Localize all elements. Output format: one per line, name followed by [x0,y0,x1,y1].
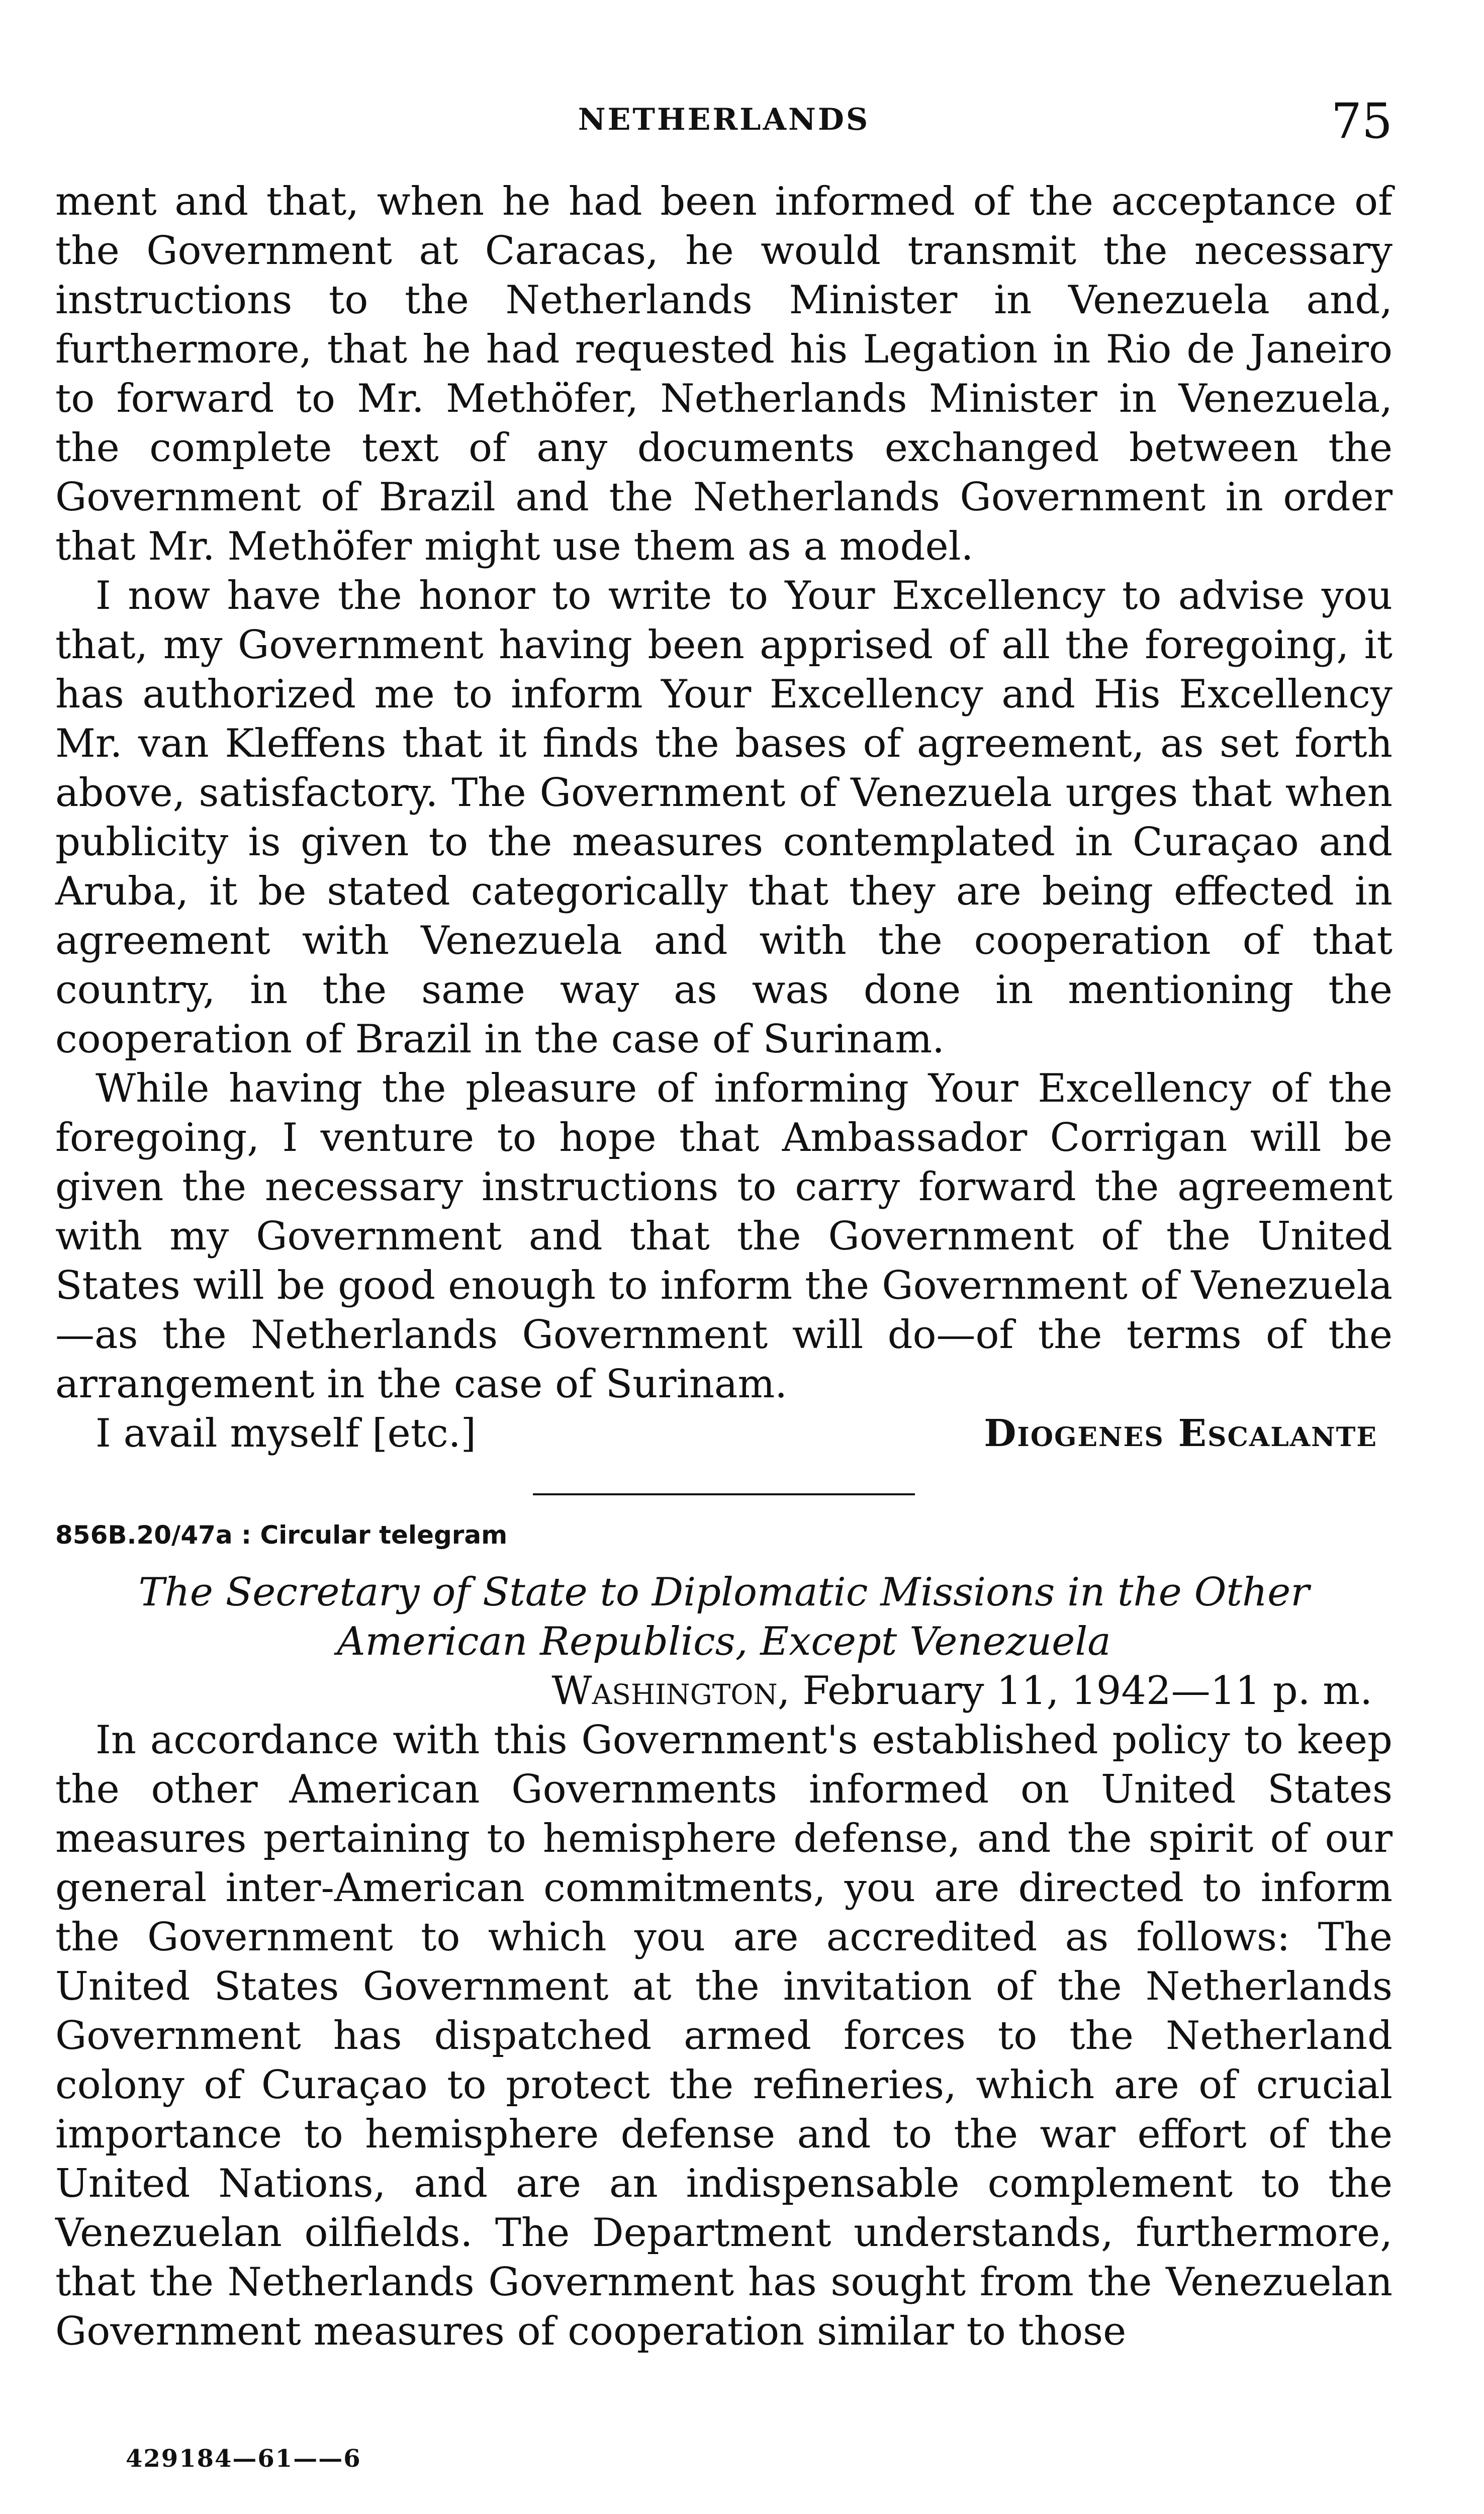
signature: Diogenes Escalante [984,1412,1377,1455]
page-number: 75 [1331,93,1393,149]
page-body [55,177,1393,2356]
page-header [55,93,1393,148]
dateline-place: Washington, [551,1668,790,1714]
telegram-paragraph-1: In accordance with this Government's established policy to keep the other American Governments informed on United States measures pertaining to hemisphere defense, and the spirit of our general inter-American commitments, you are directed to inform the Government to which you are accredited as follows: The United States Government at the invitation of the Netherlands Government has dispatched armed forces to the Netherland colony of Curaçao to protect the refineries, which are of crucial importance to hemisphere defense and to the war effort of the United Nations, and are an indispensable complement to the Venezuelan oilfields. The Department understands, furthermore, that the Netherlands Government has sought from the Venezuelan Government measures of cooperation similar to those [55,1718,1393,2354]
dateline-date: February 11, 1942—11 p. m. [802,1668,1372,1714]
running-head: NETHERLANDS [578,102,870,137]
file-reference: 856B.20/47a : Circular telegram [55,1520,508,1550]
letter-paragraph-2: I now have the honor to write to Your Excellency to advise you that, my Government having been apprised of all the foregoing, it has authorized me to inform Your Excellency and His Excellency Mr. van Kleffens that it finds the bases of agreement, as set forth above, satisfactory. The Government of Venezuela urges that when publicity is given to the measures contemplated in Curaçao and Aruba, it be stated categorically that they are being effected in agreement with Venezuela and with the cooperation of that country, in the same way as was done in mentioning the cooperation of Brazil in the case of Surinam. [55,573,1393,1062]
closing-line: I avail myself [etc.] [96,1411,477,1456]
section-separator [533,1493,915,1495]
print-code: 429184—61——6 [126,2445,361,2473]
letter-signoff [55,1409,1393,1458]
letter-paragraph-3: While having the pleasure of informing Your Excellency of the foregoing, I venture to hope that Ambassador Corrigan will be given the necessary instructions to carry forward the agreement with my Government and that the Government of the United States will be good enough to inform the Government of Venezuela—as the Netherlands Government will do—of the terms of the arrangement in the case of Surinam. [55,1066,1393,1407]
letter-paragraph-continuation: ment and that, when he had been informed of the acceptance of the Government at Caracas, he would transmit the necessary instructions to the Netherlands Minister in Venezuela and, furthermore, that he had requested his Legation in Rio de Janeiro to forward to Mr. Methöfer, Netherlands Minister in Venezuela, the complete text of any documents exchanged between the Government of Brazil and the Netherlands Government in order that Mr. Methöfer might use them as a model. [55,179,1393,569]
document-heading: The Secretary of State to Diplomatic Missions in the Other American Republics, Except Venezuela [138,1570,1310,1664]
dateline [55,1666,1393,1716]
